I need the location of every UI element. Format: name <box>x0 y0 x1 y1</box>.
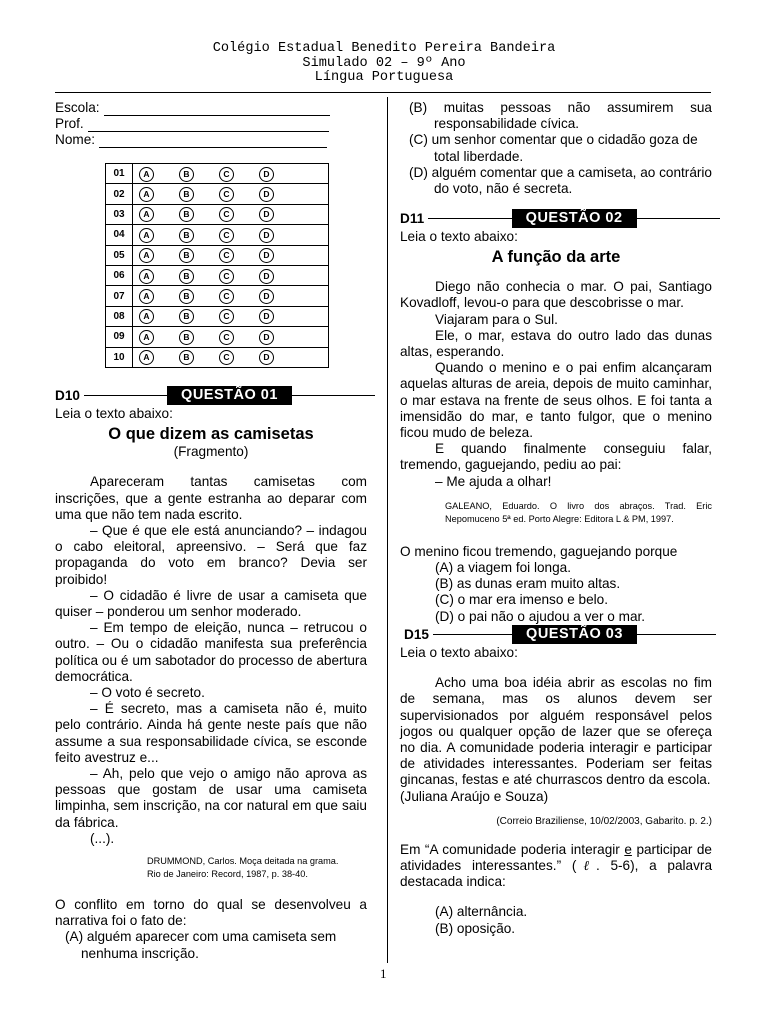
answer-bubble-d[interactable]: D <box>259 167 274 182</box>
answer-bubble-d[interactable]: D <box>259 350 274 365</box>
q2-option[interactable]: (D) o pai não o ajudou a ver o mar. <box>435 608 646 624</box>
q2-instruction: Leia o texto abaixo: <box>400 229 518 244</box>
answer-row <box>106 265 329 285</box>
q3-author: (Juliana Araújo e Souza) <box>400 788 549 804</box>
question-01-header <box>55 386 375 405</box>
q2-text-title: A função da arte <box>491 248 621 267</box>
answer-bubble-c[interactable]: C <box>219 269 234 284</box>
q1-citation-line: DRUMMOND, Carlos. Moça deitada na grama. <box>147 856 339 867</box>
q3-question-part: participar de atividades interessantes.” ( <box>400 841 712 874</box>
answer-bubble-d[interactable]: D <box>259 289 274 304</box>
answer-options <box>133 347 329 367</box>
answer-bubble-c[interactable]: C <box>219 330 234 345</box>
answer-options <box>133 286 329 306</box>
page-number: 1 <box>380 966 387 981</box>
answer-row-number: 02 <box>106 184 133 204</box>
answer-bubble-d[interactable]: D <box>259 248 274 263</box>
escola-field[interactable] <box>55 100 367 116</box>
q2-citation: GALEANO, Eduardo. O livro dos abraços. Trad. Eric Nepomuceno 5ª ed. Porto Alegre: Editora L & PM, 1997. <box>445 500 712 524</box>
answer-row-number: 04 <box>106 225 133 245</box>
answer-bubble-a[interactable]: A <box>139 228 154 243</box>
answer-bubble-a[interactable]: A <box>139 289 154 304</box>
prof-line[interactable] <box>88 120 329 132</box>
answer-bubble-c[interactable]: C <box>219 187 234 202</box>
answer-bubble-c[interactable]: C <box>219 350 234 365</box>
answer-options <box>133 184 329 204</box>
answer-bubble-d[interactable]: D <box>259 330 274 345</box>
answer-bubble-d[interactable]: D <box>259 187 274 202</box>
answer-options <box>133 245 329 265</box>
answer-options <box>133 327 329 347</box>
question-03-badge: QUESTÃO 03 <box>512 625 637 644</box>
question-01-badge: QUESTÃO 01 <box>167 386 292 405</box>
page-header <box>0 42 768 86</box>
answer-bubble-b[interactable]: B <box>179 167 194 182</box>
answer-row <box>106 204 329 224</box>
answer-bubble-c[interactable]: C <box>219 248 234 263</box>
answer-row-number: 07 <box>106 286 133 306</box>
answer-options <box>133 164 329 184</box>
answer-row-number: 08 <box>106 306 133 326</box>
line-symbol-icon: ℓ <box>576 858 596 875</box>
q2-paragraph: Viajaram para o Sul. <box>435 311 558 327</box>
escola-label: Escola: <box>55 99 100 115</box>
nome-line[interactable] <box>99 136 327 148</box>
descriptor-d15: D15 <box>404 627 429 642</box>
answer-row-number: 01 <box>106 164 133 184</box>
prof-label: Prof. <box>55 115 84 131</box>
q3-question-part: . 5-6), a palavra destacada indica: <box>400 858 712 890</box>
answer-bubble-b[interactable]: B <box>179 269 194 284</box>
answer-bubble-a[interactable]: A <box>139 207 154 222</box>
student-form <box>55 100 367 148</box>
answer-bubble-c[interactable]: C <box>219 309 234 324</box>
q2-option[interactable]: (C) o mar era imenso e belo. <box>435 592 609 608</box>
header-rule-left <box>433 634 512 635</box>
q1-paragraph: – Que é que ele está anunciando? – indagou o cabo eleitoral, apreensivo. – Será que faz propaganda do voto em branco? Devia ser proibido! <box>55 523 367 587</box>
answer-options <box>133 225 329 245</box>
header-rule-right <box>292 395 375 396</box>
answer-sheet <box>105 163 329 368</box>
question-01-body <box>55 406 367 962</box>
answer-row <box>106 347 329 367</box>
q3-instruction: Leia o texto abaixo: <box>400 645 518 660</box>
q2-paragraph: Quando o menino e o pai enfim alcançaram aquelas alturas de areia, depois de muito caminhar, o mar estava na frente de seus olhos. E foi tanta a imensidão do mar, e tanto fulgor, que o menino ficou mudo de beleza. <box>400 360 712 441</box>
answer-options <box>133 306 329 326</box>
question-01-options-continued <box>400 100 712 197</box>
answer-bubble-a[interactable]: A <box>139 269 154 284</box>
answer-row-number: 05 <box>106 245 133 265</box>
header-rule-right <box>637 634 716 635</box>
q1-paragraph: – O voto é secreto. <box>90 685 205 701</box>
q1-paragraph: – Ah, pelo que vejo o amigo não aprova as pessoas que gostam de usar uma camiseta limpinha, sem inscrição, na cor natural em que saiu da fábrica. <box>55 766 367 830</box>
q3-options <box>400 904 712 936</box>
q1-citation <box>55 855 367 881</box>
header-rule-right <box>637 218 720 219</box>
answer-bubble-a[interactable]: A <box>139 309 154 324</box>
answer-bubble-a[interactable]: A <box>139 167 154 182</box>
answer-row <box>106 245 329 265</box>
answer-bubble-b[interactable]: B <box>179 207 194 222</box>
q2-options <box>400 560 712 625</box>
q1-paragraph: – Em tempo de eleição, nunca – retrucou o outro. – Ou o cidadão manifesta sua preferência política ou é um sabotador do processo de abertura democrática. <box>55 620 367 684</box>
question-02-header <box>400 209 720 228</box>
answer-bubble-c[interactable]: C <box>219 289 234 304</box>
question-03-body <box>400 645 712 937</box>
answer-bubble-b[interactable]: B <box>179 350 194 365</box>
header-divider <box>55 92 711 93</box>
q1-question: O conflito em torno do qual se desenvolveu a narrativa foi o fato de: <box>55 897 367 929</box>
q3-option[interactable]: (B) oposição. <box>435 920 516 936</box>
q1-paragraph: – O cidadão é livre de usar a camiseta que quiser – ponderou um senhor moderado. <box>55 587 367 620</box>
answer-bubble-d[interactable]: D <box>259 309 274 324</box>
q2-option[interactable]: (A) a viagem foi longa. <box>435 560 572 576</box>
answer-bubble-a[interactable]: A <box>139 350 154 365</box>
school-name: Colégio Estadual Benedito Pereira Bandeira <box>212 41 556 56</box>
answer-bubble-c[interactable]: C <box>219 207 234 222</box>
answer-bubble-b[interactable]: B <box>179 248 194 263</box>
answer-options <box>133 204 329 224</box>
question-02-body <box>400 229 712 625</box>
answer-options <box>133 265 329 285</box>
q3-citation: (Correio Braziliense, 10/02/2003, Gabarito. p. 2.) <box>496 815 712 827</box>
answer-bubble-d[interactable]: D <box>259 269 274 284</box>
answer-bubble-a[interactable]: A <box>139 187 154 202</box>
nome-field[interactable] <box>55 132 367 148</box>
q3-paragraph: Acho uma boa idéia abrir as escolas no fim de semana, mas os alunos devem ser supervisionados por alguém responsável pelos jogos ou qualquer opção de lazer que se ofereça no dia. A comunidade poderia interagir e participar de atividades interessantes. Poderiam ser feitas gincanas, festas e até churrascos dentro da escola. <box>400 675 712 788</box>
q1-option-a[interactable]: (A) alguém aparecer com uma camiseta sem nenhuma inscrição. <box>65 929 337 961</box>
nome-label: Nome: <box>55 131 96 147</box>
answer-bubble-c[interactable]: C <box>219 228 234 243</box>
header-rule-left <box>84 395 167 396</box>
q2-paragraph: E quando finalmente conseguiu falar, tremendo, gaguejando, pediu ao pai: <box>400 441 712 473</box>
q2-option[interactable]: (B) as dunas eram muito altas. <box>435 576 621 592</box>
q1-option-b[interactable]: (B) muitas pessoas não assumirem sua responsabilidade cívica. <box>409 100 712 132</box>
q3-question <box>400 842 712 891</box>
answer-row-number: 03 <box>106 204 133 224</box>
answer-row-number: 09 <box>106 327 133 347</box>
answer-bubble-d[interactable]: D <box>259 207 274 222</box>
q1-text-title: O que dizem as camisetas <box>108 425 314 444</box>
answer-row <box>106 225 329 245</box>
q1-instruction: Leia o texto abaixo: <box>55 406 173 421</box>
answer-row <box>106 164 329 184</box>
column-divider <box>387 97 388 963</box>
q1-option-c[interactable]: (C) um senhor comentar que o cidadão goza de total liberdade. <box>409 132 698 164</box>
answer-bubble-a[interactable]: A <box>139 248 154 263</box>
answer-bubble-b[interactable]: B <box>179 330 194 345</box>
header-rule-left <box>428 218 511 219</box>
answer-bubble-b[interactable]: B <box>179 187 194 202</box>
answer-row <box>106 306 329 326</box>
answer-row <box>106 184 329 204</box>
q3-question-part: Em “A comunidade poderia interagir <box>400 841 625 857</box>
question-03-header <box>404 625 716 644</box>
descriptor-d10: D10 <box>55 388 80 403</box>
q1-text-subtitle: (Fragmento) <box>173 444 249 460</box>
answer-bubble-b[interactable]: B <box>179 228 194 243</box>
q1-option-d[interactable]: (D) alguém comentar que a camiseta, ao contrário do voto, não é secreta. <box>409 164 712 197</box>
subject-name: Língua Portuguesa <box>314 70 454 85</box>
answer-bubble-d[interactable]: D <box>259 228 274 243</box>
answer-row <box>106 327 329 347</box>
q2-question: O menino ficou tremendo, gaguejando porque <box>400 543 678 559</box>
q1-paragraph: Apareceram tantas camisetas com inscrições, que a gente estranha ao deparar com uma que não tem nada escrito. <box>55 474 367 522</box>
escola-line[interactable] <box>104 104 330 116</box>
question-02-badge: QUESTÃO 02 <box>512 209 637 228</box>
prof-field[interactable] <box>55 116 367 132</box>
descriptor-d11: D11 <box>400 211 425 226</box>
answer-row-number: 06 <box>106 265 133 285</box>
q3-option[interactable]: (A) alternância. <box>435 904 528 920</box>
q2-paragraph: Ele, o mar, estava do outro lado das dunas altas, esperando. <box>400 327 712 360</box>
q2-paragraph: – Me ajuda a olhar! <box>435 473 552 489</box>
answer-bubble-c[interactable]: C <box>219 167 234 182</box>
q3-highlighted-word: e <box>624 841 632 857</box>
answer-bubble-a[interactable]: A <box>139 330 154 345</box>
answer-bubble-b[interactable]: B <box>179 289 194 304</box>
answer-bubble-b[interactable]: B <box>179 309 194 324</box>
q2-paragraph: Diego não conhecia o mar. O pai, Santiago Kovadloff, levou-o para que descobrisse o mar. <box>400 279 712 311</box>
q1-citation-line: Rio de Janeiro: Record, 1987, p. 38-40. <box>147 869 308 880</box>
exam-name: Simulado 02 – 9º Ano <box>302 55 466 71</box>
answer-row-number: 10 <box>106 347 133 367</box>
q1-paragraph: – É secreto, mas a camiseta não é, muito pelo contrário. Ainda há gente neste país que não assume a sua responsabilidade cívica, se esconde feito avestruz e... <box>55 701 367 765</box>
q1-paragraph: (...). <box>90 830 115 846</box>
answer-row <box>106 286 329 306</box>
